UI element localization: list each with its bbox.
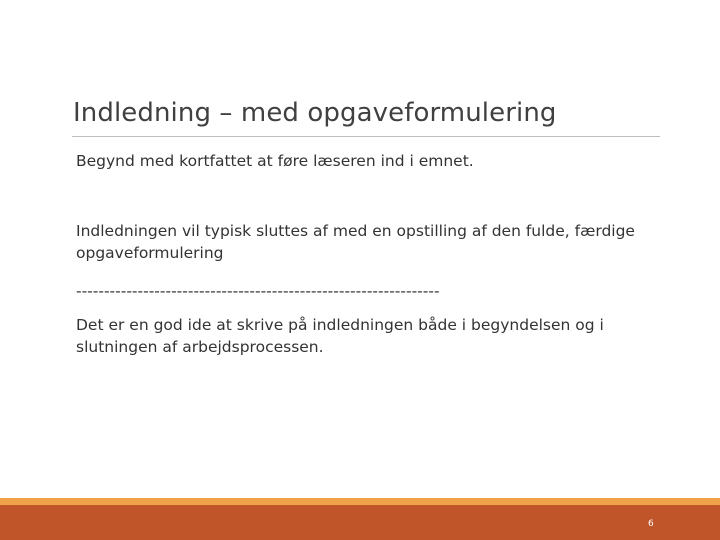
slide-title: Indledning – med opgaveformulering: [73, 98, 557, 128]
dashed-separator: -----------------------------------------------------------------: [76, 282, 440, 300]
footer-accent-band: [0, 498, 720, 505]
title-divider: [72, 136, 660, 137]
paragraph-ending: Indledningen vil typisk sluttes af med en opstilling af den fulde, færdige opgaveformulering: [76, 222, 635, 262]
footer-bar: [0, 505, 720, 540]
page-number: 6: [648, 519, 654, 529]
paragraph-intro: Begynd med kortfattet at føre læseren ind i emnet.: [76, 152, 474, 170]
paragraph-advice: Det er en god ide at skrive på indledningen både i begyndelsen og i slutningen af arbejdsprocessen.: [76, 316, 604, 356]
